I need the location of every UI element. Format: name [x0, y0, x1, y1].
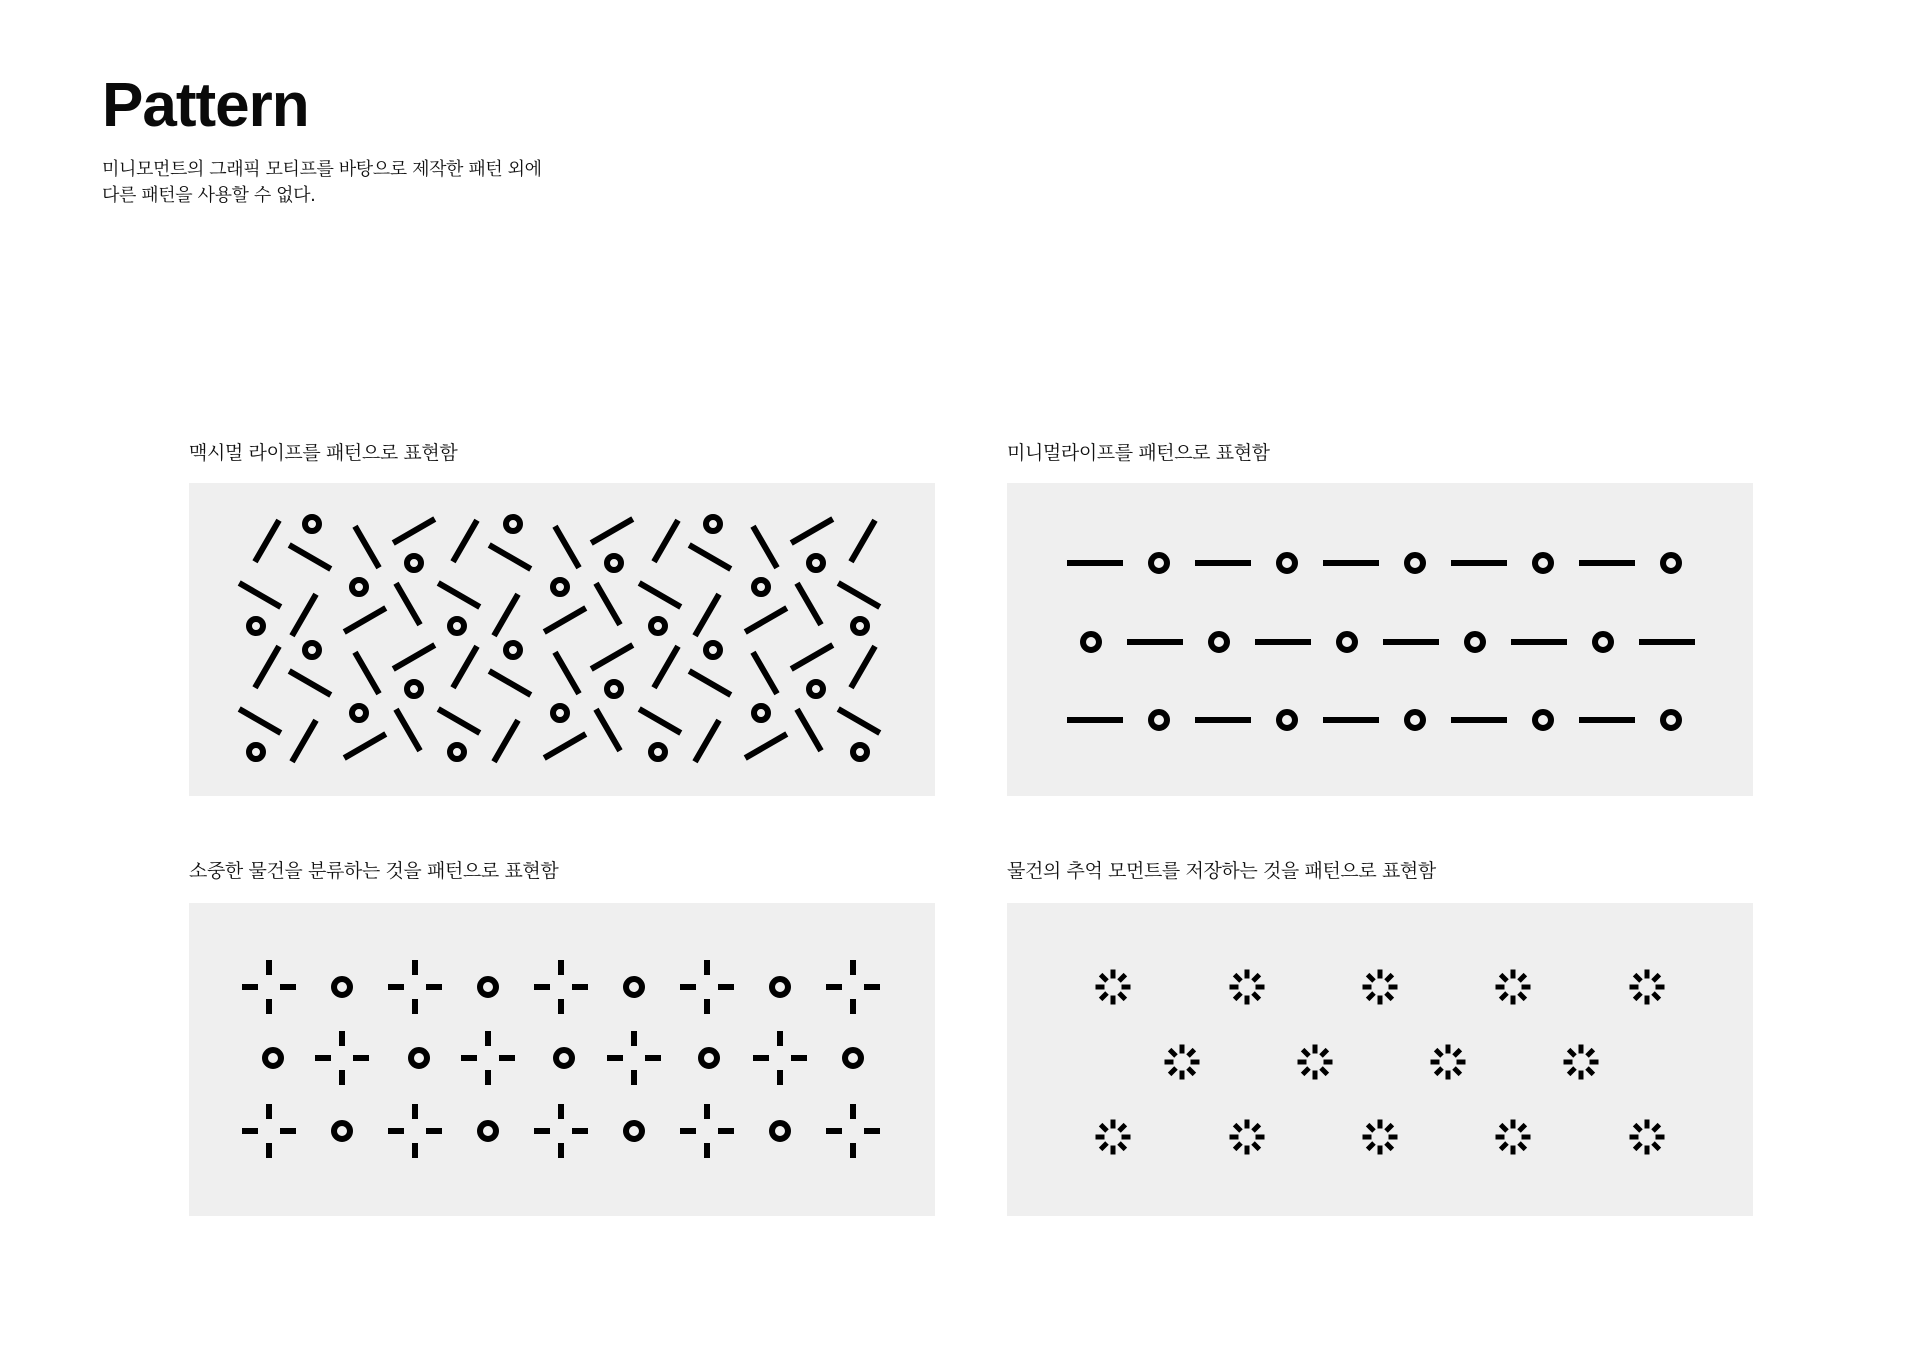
line-segment: [1635, 975, 1641, 981]
line-segment: [239, 709, 281, 733]
ring-shape: [754, 580, 768, 594]
line-segment: [838, 709, 880, 733]
ring-shape: [1083, 634, 1099, 650]
pattern-caption-classify: 소중한 물건을 분류하는 것을 패턴으로 표현함: [189, 860, 559, 882]
ring-shape: [411, 1050, 427, 1066]
pattern-classify-graphic: [189, 903, 935, 1216]
line-segment: [851, 646, 875, 688]
line-segment: [453, 520, 477, 562]
line-segment: [654, 646, 678, 688]
ring-shape: [407, 682, 421, 696]
tick-mark: [412, 1104, 418, 1119]
tick-mark: [777, 1070, 783, 1085]
ring-shape: [553, 580, 567, 594]
tick-mark: [388, 984, 404, 990]
line-segment: [438, 583, 480, 607]
ring-shape: [626, 1123, 642, 1139]
ring-shape: [480, 1123, 496, 1139]
line-segment: [689, 545, 731, 569]
tick-mark: [461, 1055, 477, 1061]
tick-mark: [412, 1143, 418, 1158]
line-segment: [596, 583, 620, 625]
ring-shape: [305, 643, 319, 657]
line-segment: [1454, 1068, 1460, 1074]
line-segment: [1170, 1050, 1176, 1056]
tick-mark: [280, 984, 296, 990]
line-segment: [1519, 1125, 1525, 1131]
ring-shape: [506, 643, 520, 657]
ring-shape: [626, 979, 642, 995]
tick-mark: [704, 1143, 710, 1158]
line-segment: [838, 583, 880, 607]
tick-mark: [485, 1070, 491, 1085]
line-segment: [544, 608, 586, 632]
line-segment: [1519, 993, 1525, 999]
line-segment: [797, 709, 821, 751]
line-segment: [239, 583, 281, 607]
ring-shape: [1535, 555, 1551, 571]
line-segment: [1519, 975, 1525, 981]
line-segment: [791, 645, 833, 669]
ring-shape: [809, 556, 823, 570]
line-segment: [1321, 1068, 1327, 1074]
line-segment: [1235, 1125, 1241, 1131]
line-segment: [1368, 1125, 1374, 1131]
line-segment: [396, 583, 420, 625]
ring-shape: [480, 979, 496, 995]
line-segment: [289, 545, 331, 569]
line-segment: [1119, 975, 1125, 981]
line-segment: [753, 652, 777, 694]
tick-mark: [558, 960, 564, 975]
description-line-1: 미니모먼트의 그래픽 모티프를 바탕으로 제작한 패턴 외에: [102, 159, 542, 180]
ring-shape: [450, 619, 464, 633]
ring-shape: [407, 556, 421, 570]
line-segment: [393, 519, 435, 543]
tick-mark: [850, 1104, 856, 1119]
line-segment: [1436, 1068, 1442, 1074]
tick-mark: [339, 1070, 345, 1085]
ring-shape: [853, 745, 867, 759]
line-segment: [489, 545, 531, 569]
line-segment: [1519, 1143, 1525, 1149]
ring-shape: [1151, 712, 1167, 728]
tick-mark: [631, 1070, 637, 1085]
line-segment: [851, 520, 875, 562]
tick-mark: [826, 984, 842, 990]
page-description: [102, 157, 542, 209]
ring-shape: [845, 1050, 861, 1066]
tick-mark: [704, 1104, 710, 1119]
line-segment: [1653, 1143, 1659, 1149]
tick-mark: [412, 960, 418, 975]
tick-mark: [266, 1104, 272, 1119]
tick-mark: [864, 984, 880, 990]
line-segment: [355, 652, 379, 694]
pattern-panel-classify: [189, 903, 935, 1216]
line-segment: [1368, 1143, 1374, 1149]
tick-mark: [718, 1128, 734, 1134]
line-segment: [791, 519, 833, 543]
line-segment: [1454, 1050, 1460, 1056]
line-segment: [1119, 993, 1125, 999]
tick-mark: [485, 1031, 491, 1046]
line-segment: [1101, 1125, 1107, 1131]
line-segment: [544, 734, 586, 758]
line-segment: [1101, 993, 1107, 999]
ring-shape: [772, 979, 788, 995]
tick-mark: [558, 1143, 564, 1158]
tick-mark: [826, 1128, 842, 1134]
tick-mark: [534, 984, 550, 990]
line-segment: [1386, 1143, 1392, 1149]
line-segment: [1368, 975, 1374, 981]
tick-mark: [280, 1128, 296, 1134]
ring-shape: [1535, 712, 1551, 728]
line-segment: [1386, 1125, 1392, 1131]
line-segment: [1501, 1143, 1507, 1149]
line-segment: [1653, 975, 1659, 981]
line-segment: [1188, 1050, 1194, 1056]
ring-shape: [1279, 712, 1295, 728]
line-segment: [1253, 1125, 1259, 1131]
line-segment: [255, 646, 279, 688]
line-segment: [695, 720, 719, 762]
ring-shape: [651, 745, 665, 759]
line-segment: [489, 671, 531, 695]
line-segment: [292, 594, 316, 636]
ring-shape: [607, 556, 621, 570]
tick-mark: [558, 1104, 564, 1119]
line-segment: [1653, 1125, 1659, 1131]
line-segment: [596, 709, 620, 751]
line-segment: [555, 526, 579, 568]
tick-mark: [315, 1055, 331, 1061]
ring-shape: [265, 1050, 281, 1066]
ring-shape: [1279, 555, 1295, 571]
tick-mark: [607, 1055, 623, 1061]
tick-mark: [718, 984, 734, 990]
ring-shape: [1663, 555, 1679, 571]
ring-shape: [506, 517, 520, 531]
line-segment: [494, 720, 518, 762]
tick-mark: [704, 999, 710, 1014]
line-segment: [494, 594, 518, 636]
line-segment: [1253, 975, 1259, 981]
tick-mark: [777, 1031, 783, 1046]
tick-mark: [339, 1031, 345, 1046]
line-segment: [1587, 1050, 1593, 1056]
line-segment: [1101, 1143, 1107, 1149]
line-segment: [1635, 1143, 1641, 1149]
tick-mark: [266, 999, 272, 1014]
tick-mark: [850, 1143, 856, 1158]
line-segment: [1386, 975, 1392, 981]
tick-mark: [412, 999, 418, 1014]
line-segment: [1635, 1125, 1641, 1131]
ring-shape: [706, 643, 720, 657]
tick-mark: [353, 1055, 369, 1061]
line-segment: [453, 646, 477, 688]
tick-mark: [864, 1128, 880, 1134]
line-segment: [344, 734, 386, 758]
line-segment: [1436, 1050, 1442, 1056]
line-segment: [1235, 993, 1241, 999]
ring-shape: [754, 706, 768, 720]
ring-shape: [352, 580, 366, 594]
ring-shape: [701, 1050, 717, 1066]
line-segment: [1170, 1068, 1176, 1074]
tick-mark: [266, 960, 272, 975]
pattern-caption-minimal: 미니멀라이프를 패턴으로 표현함: [1007, 442, 1270, 464]
line-segment: [1635, 993, 1641, 999]
line-segment: [689, 671, 731, 695]
tick-mark: [680, 1128, 696, 1134]
line-segment: [1569, 1068, 1575, 1074]
ring-shape: [1467, 634, 1483, 650]
ring-shape: [334, 979, 350, 995]
line-segment: [1235, 975, 1241, 981]
line-segment: [1368, 993, 1374, 999]
ring-shape: [249, 745, 263, 759]
line-segment: [1653, 993, 1659, 999]
ring-shape: [1663, 712, 1679, 728]
line-segment: [591, 645, 633, 669]
ring-shape: [853, 619, 867, 633]
line-segment: [1235, 1143, 1241, 1149]
tick-mark: [266, 1143, 272, 1158]
line-segment: [1501, 1125, 1507, 1131]
ring-shape: [450, 745, 464, 759]
ring-shape: [651, 619, 665, 633]
tick-mark: [242, 984, 258, 990]
tick-mark: [631, 1031, 637, 1046]
line-segment: [1303, 1050, 1309, 1056]
tick-mark: [534, 1128, 550, 1134]
tick-mark: [850, 960, 856, 975]
line-segment: [1188, 1068, 1194, 1074]
tick-mark: [680, 984, 696, 990]
tick-mark: [572, 984, 588, 990]
ring-shape: [352, 706, 366, 720]
line-segment: [1321, 1050, 1327, 1056]
line-segment: [396, 709, 420, 751]
line-segment: [695, 594, 719, 636]
ring-shape: [1211, 634, 1227, 650]
pattern-memory-graphic: [1007, 903, 1753, 1216]
tick-mark: [572, 1128, 588, 1134]
line-segment: [289, 671, 331, 695]
line-segment: [1386, 993, 1392, 999]
tick-mark: [499, 1055, 515, 1061]
tick-mark: [791, 1055, 807, 1061]
line-segment: [1101, 975, 1107, 981]
pattern-panel-minimal: [1007, 483, 1753, 796]
pattern-maximal-graphic: [189, 483, 935, 796]
ring-shape: [607, 682, 621, 696]
ring-shape: [1339, 634, 1355, 650]
line-segment: [639, 583, 681, 607]
line-segment: [1501, 993, 1507, 999]
ring-shape: [556, 1050, 572, 1066]
line-segment: [745, 734, 787, 758]
tick-mark: [426, 1128, 442, 1134]
ring-shape: [1151, 555, 1167, 571]
line-segment: [355, 526, 379, 568]
line-segment: [797, 583, 821, 625]
pattern-caption-maximal: 맥시멀 라이프를 패턴으로 표현함: [189, 442, 458, 464]
line-segment: [555, 652, 579, 694]
ring-shape: [334, 1123, 350, 1139]
pattern-minimal-graphic: [1007, 483, 1753, 796]
ring-shape: [305, 517, 319, 531]
line-segment: [639, 709, 681, 733]
ring-shape: [249, 619, 263, 633]
ring-shape: [1407, 712, 1423, 728]
tick-mark: [388, 1128, 404, 1134]
line-segment: [1501, 975, 1507, 981]
line-segment: [1119, 1143, 1125, 1149]
line-segment: [292, 720, 316, 762]
ring-shape: [706, 517, 720, 531]
tick-mark: [242, 1128, 258, 1134]
line-segment: [591, 519, 633, 543]
tick-mark: [850, 999, 856, 1014]
ring-shape: [1407, 555, 1423, 571]
ring-shape: [809, 682, 823, 696]
tick-mark: [753, 1055, 769, 1061]
line-segment: [753, 526, 777, 568]
line-segment: [1119, 1125, 1125, 1131]
tick-mark: [558, 999, 564, 1014]
line-segment: [344, 608, 386, 632]
line-segment: [745, 608, 787, 632]
line-segment: [1303, 1068, 1309, 1074]
line-segment: [1587, 1068, 1593, 1074]
pattern-caption-memory: 물건의 추억 모먼트를 저장하는 것을 패턴으로 표현함: [1007, 860, 1436, 882]
pattern-panel-maximal: [189, 483, 935, 796]
line-segment: [255, 520, 279, 562]
tick-mark: [704, 960, 710, 975]
description-line-2: 다른 패턴을 사용할 수 없다.: [102, 185, 316, 206]
line-segment: [654, 520, 678, 562]
tick-mark: [645, 1055, 661, 1061]
line-segment: [393, 645, 435, 669]
tick-mark: [426, 984, 442, 990]
page-title: Pattern: [102, 71, 309, 140]
line-segment: [1569, 1050, 1575, 1056]
line-segment: [1253, 1143, 1259, 1149]
line-segment: [1253, 993, 1259, 999]
pattern-panel-memory: [1007, 903, 1753, 1216]
line-segment: [438, 709, 480, 733]
ring-shape: [553, 706, 567, 720]
ring-shape: [1595, 634, 1611, 650]
ring-shape: [772, 1123, 788, 1139]
